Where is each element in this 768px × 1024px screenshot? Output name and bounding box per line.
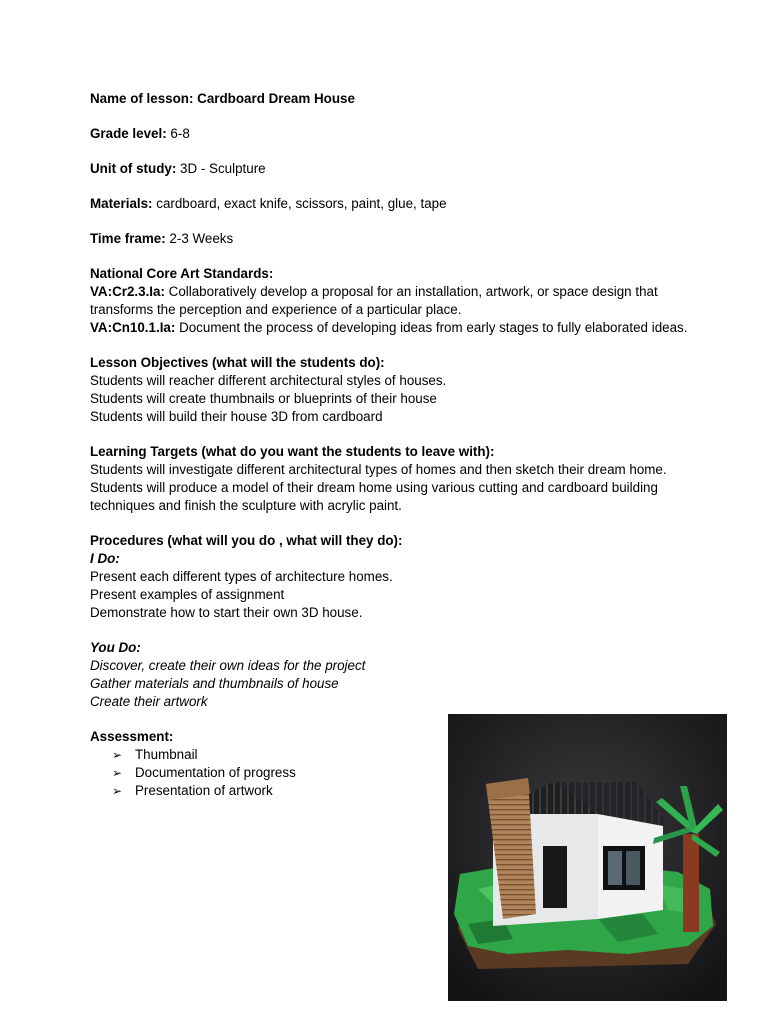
standards-heading: National Core Art Standards: bbox=[90, 266, 274, 281]
objective-item: Students will create thumbnails or blueprints of their house bbox=[90, 391, 437, 406]
lesson-plan-document bbox=[90, 90, 690, 817]
procedures-heading: Procedures (what will you do , what will they do): bbox=[90, 533, 403, 548]
materials-line bbox=[90, 195, 690, 213]
targets-text: Students will investigate different architectural types of homes and then sketch their dream home. Students will produce a model of their dream home using various cutting and cardboard building techniques and finish the sculpture with acrylic paint. bbox=[90, 462, 667, 513]
targets-heading: Learning Targets (what do you want the students to leave with): bbox=[90, 444, 495, 459]
standard-text: Document the process of developing ideas from early stages to fully elaborated ideas. bbox=[179, 320, 688, 335]
lesson-name-label: Name of lesson: bbox=[90, 91, 194, 106]
standard-code: VA:Cr2.3.Ia: bbox=[90, 284, 165, 299]
cardboard-house-photo bbox=[448, 714, 727, 1001]
you-do-section bbox=[90, 639, 690, 711]
i-do-item: Present examples of assignment bbox=[90, 587, 285, 602]
objective-item: Students will build their house 3D from cardboard bbox=[90, 409, 383, 424]
standards-section bbox=[90, 265, 690, 337]
standard-item bbox=[90, 283, 690, 319]
time-frame-label: Time frame: bbox=[90, 231, 166, 246]
standard-code: VA:Cn10.1.Ia: bbox=[90, 320, 176, 335]
lesson-name-value: Cardboard Dream House bbox=[197, 91, 355, 106]
assessment-heading: Assessment: bbox=[90, 729, 174, 744]
objective-item: Students will reacher different architectural styles of houses. bbox=[90, 373, 447, 388]
lesson-name-line bbox=[90, 90, 690, 108]
standard-text: Collaboratively develop a proposal for an installation, artwork, or space design that transforms the perception and experience of a particular place. bbox=[90, 284, 658, 317]
arrow-bullet-icon: ➢ bbox=[112, 748, 123, 762]
you-do-item: Gather materials and thumbnails of house bbox=[90, 676, 339, 691]
time-frame-line bbox=[90, 230, 690, 248]
materials-label: Materials: bbox=[90, 196, 153, 211]
assessment-item-text: Documentation of progress bbox=[135, 765, 296, 780]
you-do-item: Discover, create their own ideas for the project bbox=[90, 658, 366, 673]
objectives-heading: Lesson Objectives (what will the students do): bbox=[90, 355, 385, 370]
materials-value: cardboard, exact knife, scissors, paint, glue, tape bbox=[156, 196, 447, 211]
grade-level-line bbox=[90, 125, 690, 143]
i-do-label: I Do: bbox=[90, 551, 120, 566]
assessment-item-text: Thumbnail bbox=[135, 747, 198, 762]
objectives-section bbox=[90, 354, 690, 426]
procedures-section bbox=[90, 532, 690, 622]
arrow-bullet-icon: ➢ bbox=[112, 784, 123, 798]
time-frame-value: 2-3 Weeks bbox=[169, 231, 234, 246]
arrow-bullet-icon: ➢ bbox=[112, 766, 123, 780]
assessment-item-text: Presentation of artwork bbox=[135, 783, 273, 798]
grade-level-value: 6-8 bbox=[170, 126, 190, 141]
i-do-item: Present each different types of architecture homes. bbox=[90, 569, 393, 584]
unit-of-study-line bbox=[90, 160, 690, 178]
grade-level-label: Grade level: bbox=[90, 126, 167, 141]
unit-of-study-value: 3D - Sculpture bbox=[180, 161, 266, 176]
unit-of-study-label: Unit of study: bbox=[90, 161, 177, 176]
standard-item bbox=[90, 319, 690, 337]
you-do-item: Create their artwork bbox=[90, 694, 208, 709]
targets-section bbox=[90, 443, 690, 515]
you-do-label: You Do: bbox=[90, 640, 141, 655]
house-sculpture-illustration bbox=[448, 714, 727, 1001]
i-do-item: Demonstrate how to start their own 3D house. bbox=[90, 605, 363, 620]
